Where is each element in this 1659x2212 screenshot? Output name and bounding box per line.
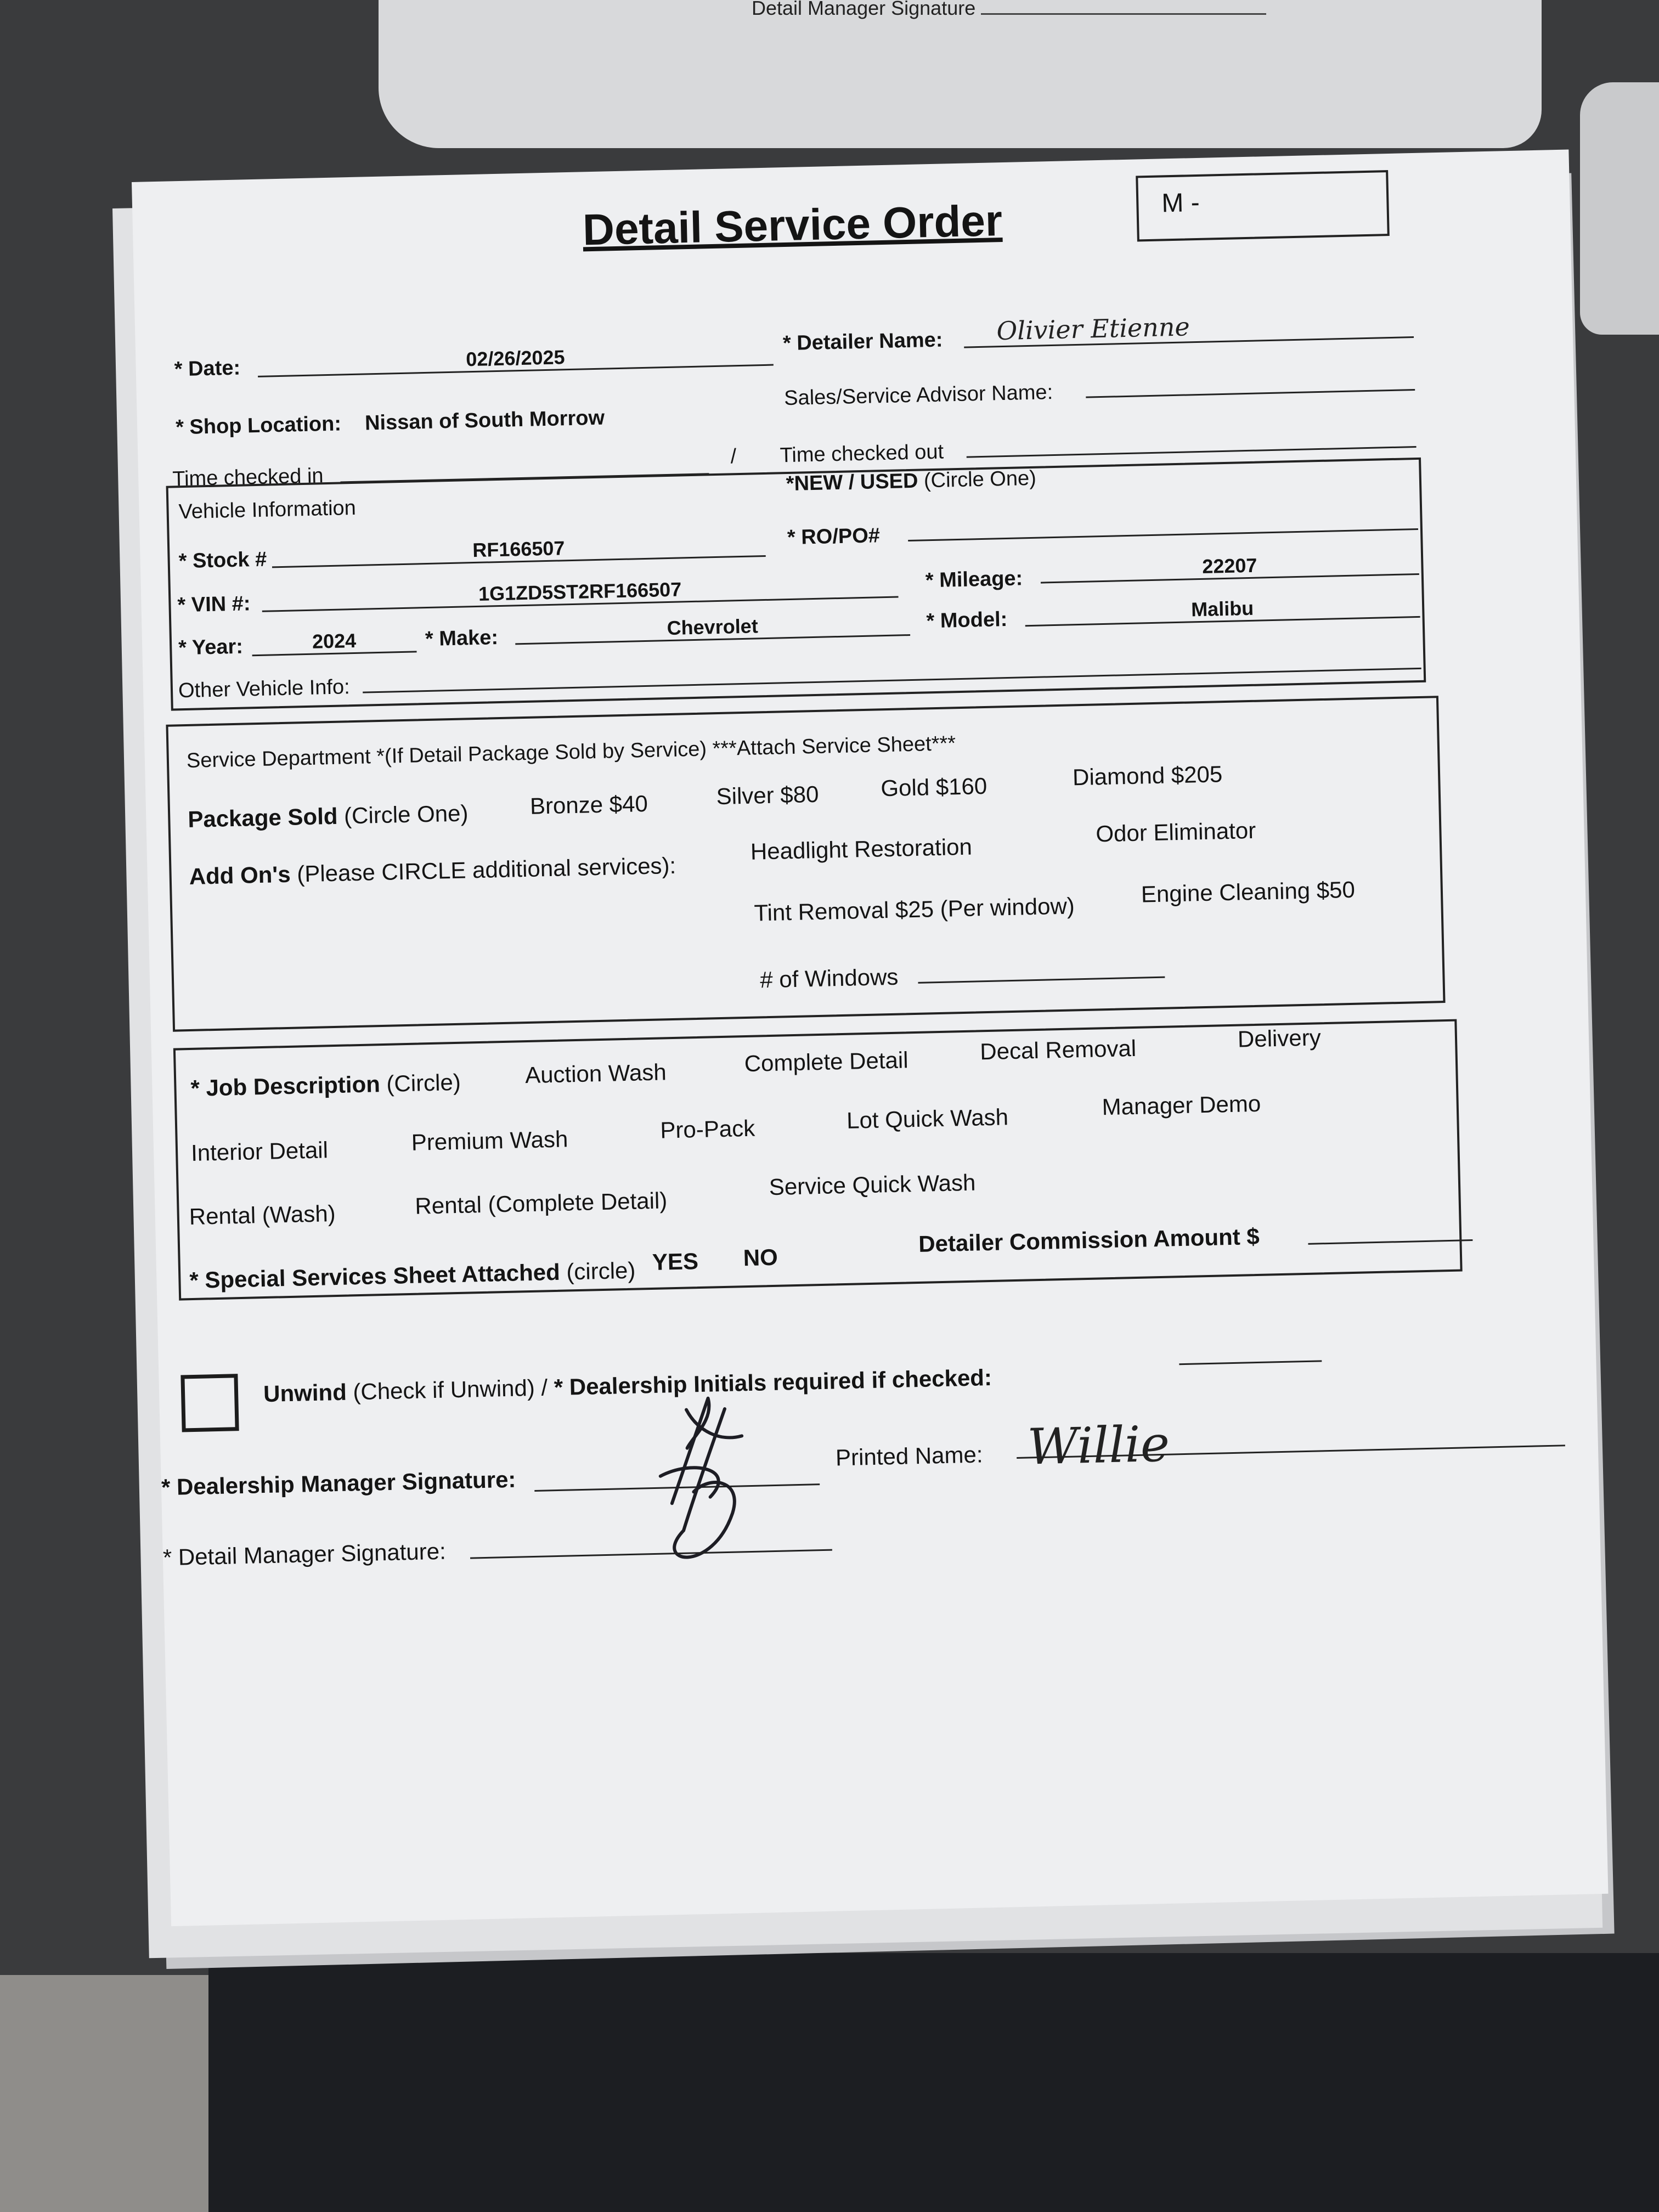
mileage-field[interactable]: 22207 <box>1040 550 1419 584</box>
detail-manager-signature-label: * Detail Manager Signature: <box>162 1538 447 1571</box>
make-field[interactable]: Chevrolet <box>515 611 910 645</box>
side-paper <box>1580 82 1659 335</box>
time-slash: / <box>730 445 737 469</box>
model-field[interactable]: Malibu <box>1025 593 1420 627</box>
package-silver[interactable]: Silver $80 <box>716 781 819 810</box>
other-vehicle-info-label: Other Vehicle Info: <box>178 675 351 703</box>
ropo-label: * RO/PO# <box>787 524 881 550</box>
vin-field[interactable]: 1G1ZD5ST2RF166507 <box>262 573 899 612</box>
job-lot-quick-wash[interactable]: Lot Quick Wash <box>846 1104 1009 1133</box>
package-bronze[interactable]: Bronze $40 <box>529 790 648 819</box>
unwind-checkbox[interactable] <box>180 1374 239 1432</box>
printed-name-label: Printed Name: <box>835 1441 983 1471</box>
year-field[interactable]: 2024 <box>252 628 417 656</box>
dark-surface <box>208 1953 1659 2212</box>
stock-label: * Stock # <box>178 548 267 573</box>
special-services-hint: (circle) <box>566 1257 636 1285</box>
date-label: * Date: <box>174 356 241 381</box>
commission-label: Detailer Commission Amount $ <box>918 1223 1260 1257</box>
background-paper-label <box>752 0 1266 20</box>
model-label: * Model: <box>926 607 1008 633</box>
special-services-no[interactable]: NO <box>743 1244 778 1271</box>
detail-service-order-form <box>132 150 1608 1927</box>
advisor-field[interactable] <box>1085 365 1415 398</box>
stock-field[interactable]: RF166507 <box>272 532 766 568</box>
mileage-label: * Mileage: <box>925 567 1023 592</box>
job-description-label: * Job Description <box>190 1071 381 1101</box>
form-title: Detail Service Order <box>582 196 1003 255</box>
shop-location-value: Nissan of South Morrow <box>364 406 605 435</box>
background-signature-label: Detail Manager Signature <box>752 0 976 19</box>
job-decal-removal[interactable]: Decal Removal <box>979 1035 1137 1065</box>
job-rental-wash[interactable]: Rental (Wash) <box>189 1200 336 1230</box>
new-used-hint: (Circle One) <box>923 466 1037 493</box>
dealership-signature-label: * Dealership Manager Signature: <box>161 1466 516 1500</box>
unwind-initials-label: * Dealership Initials required if checked: <box>554 1364 992 1401</box>
detail-manager-signature-field[interactable] <box>470 1516 832 1559</box>
windows-count-field[interactable] <box>917 951 1165 984</box>
service-header: Service Department *(If Detail Package Sold by Service) ***Attach Service Sheet*** <box>186 732 956 772</box>
unwind-initials-field[interactable] <box>1178 1335 1322 1365</box>
job-delivery[interactable]: Delivery <box>1237 1024 1322 1052</box>
printed-name-value: Willie <box>1026 1415 1171 1476</box>
detailer-name-field[interactable] <box>963 307 1414 348</box>
unwind-label: Unwind <box>263 1379 347 1407</box>
unwind-hint: (Check if Unwind) / <box>352 1374 548 1405</box>
addons-hint: (Please CIRCLE additional services): <box>296 852 676 887</box>
job-rental-complete-detail[interactable]: Rental (Complete Detail) <box>414 1187 668 1219</box>
job-premium-wash[interactable]: Premium Wash <box>411 1126 568 1155</box>
make-label: * Make: <box>425 626 499 651</box>
time-out-label: Time checked out <box>780 440 944 467</box>
job-pro-pack[interactable]: Pro-Pack <box>659 1115 755 1143</box>
special-services-yes[interactable]: YES <box>652 1248 699 1275</box>
printed-name-field[interactable] <box>1016 1406 1565 1476</box>
job-description-hint: (Circle) <box>386 1069 461 1097</box>
advisor-label: Sales/Service Advisor Name: <box>783 381 1053 410</box>
detailer-label: * Detailer Name: <box>782 328 943 356</box>
vin-label: * VIN #: <box>177 592 251 617</box>
commission-field[interactable] <box>1307 1214 1472 1245</box>
background-signature-line <box>981 13 1266 15</box>
time-out-field[interactable] <box>966 422 1417 458</box>
shop-location-label: * Shop Location: <box>175 412 342 439</box>
package-diamond[interactable]: Diamond $205 <box>1072 761 1223 791</box>
year-label: * Year: <box>178 635 244 660</box>
addon-odor-eliminator[interactable]: Odor Eliminator <box>1095 817 1256 847</box>
special-services-label: * Special Services Sheet Attached <box>189 1259 561 1294</box>
date-field[interactable]: 02/26/2025 <box>257 341 774 377</box>
job-complete-detail[interactable]: Complete Detail <box>744 1047 909 1077</box>
addon-headlight-restoration[interactable]: Headlight Restoration <box>750 833 973 865</box>
new-used-label: *NEW / USED <box>786 469 918 496</box>
order-number-box[interactable]: M - <box>1136 170 1390 241</box>
time-in-label: Time checked in <box>172 464 324 491</box>
package-sold-hint: (Circle One) <box>343 800 469 829</box>
package-gold[interactable]: Gold $160 <box>880 772 988 802</box>
vehicle-section-label: Vehicle Information <box>178 496 357 524</box>
background-paper <box>379 0 1542 148</box>
detailer-name-value: Olivier Etienne <box>996 312 1190 346</box>
addon-engine-cleaning[interactable]: Engine Cleaning $50 <box>1141 876 1356 907</box>
addon-tint-removal[interactable]: Tint Removal $25 (Per window) <box>753 893 1075 926</box>
windows-count-label: # of Windows <box>759 963 899 993</box>
job-auction-wash[interactable]: Auction Wash <box>524 1059 667 1088</box>
job-manager-demo[interactable]: Manager Demo <box>1102 1090 1261 1120</box>
addons-label: Add On's <box>189 861 291 889</box>
package-sold-label: Package Sold <box>187 803 338 832</box>
job-service-quick-wash[interactable]: Service Quick Wash <box>769 1169 976 1200</box>
job-interior-detail[interactable]: Interior Detail <box>190 1137 329 1166</box>
